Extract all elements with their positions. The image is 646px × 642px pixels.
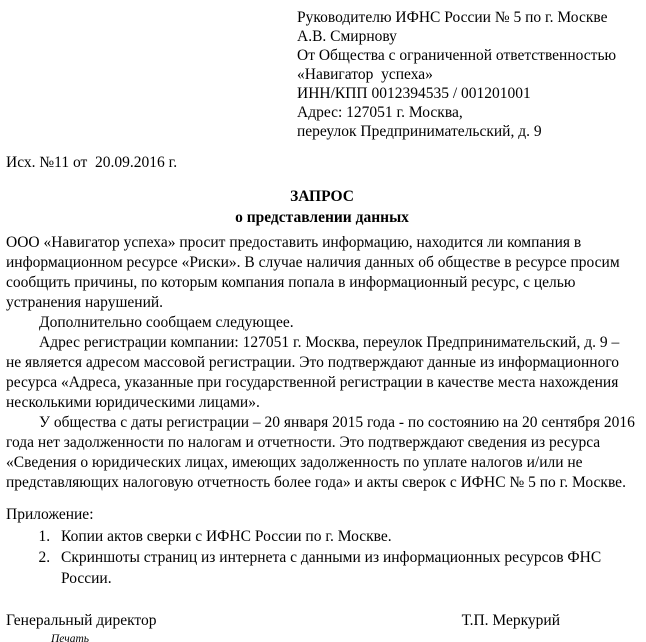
recipient-line: Руководителю ИФНС России № 5 по г. Москве <box>297 9 608 26</box>
title-block <box>6 186 638 228</box>
body-paragraph: Адрес регистрации компании: 127051 г. Москва, переулок Предпринимательский, д. 9 – не является адресом массовой регистрации. Это подтверждают данные из информационного ресурса «Адреса, указанные при государственной регистрации в качестве места нахождения несколькими юридическими лицами». <box>6 334 620 411</box>
signature-position: Генеральный директор <box>6 612 157 629</box>
outgoing-reference: Исх. №11 от 20.09.2016 г. <box>6 154 178 171</box>
recipient-line: От Общества с ограниченной ответственностью <box>297 47 617 64</box>
stamp-note: Печать <box>51 633 90 642</box>
letter-subtitle: о представлении данных <box>235 209 409 226</box>
signature-row <box>6 611 638 631</box>
recipient-block <box>297 8 638 141</box>
signature-name: Т.П. Меркурий <box>461 612 560 629</box>
attachment-item: 1. Копии актов сверки с ИФНС России по г. Москве. <box>54 526 638 547</box>
attachments-list <box>36 526 638 589</box>
attachment-item: 2. Скриншоты страниц из интернета с данными из информационных ресурсов ФНС России. <box>54 547 638 589</box>
body-paragraph: У общества с даты регистрации – 20 января 2015 года - по состоянию на 20 сентября 2016 года нет задолженности по налогам и отчетности. Это подтверждают сведения из ресурса «Сведения о юридических лицах, имеющих задолженность по уплате налогов и/или не представляющих налоговую отчетность более года» и акты сверок с ИФНС № 5 по г. Москве. <box>6 414 635 491</box>
letter-body <box>6 233 638 493</box>
attachments-label: Приложение: <box>6 506 94 523</box>
body-paragraph: ООО «Навигатор успеха» просит предоставить информацию, находится ли компания в информационном ресурсе «Риски». В случае наличия данных об обществе в ресурсе просим сообщить причины, по которым компания попала в информационный ресурс, с целью устранения нарушений. <box>6 234 620 311</box>
recipient-line: «Навигатор успеха» <box>297 66 433 83</box>
body-paragraph: Дополнительно сообщаем следующее. <box>39 314 294 331</box>
letter-title: ЗАПРОС <box>290 188 354 205</box>
attachments-section <box>6 505 638 589</box>
recipient-line: ИНН/КПП 0012394535 / 001201001 <box>297 85 531 102</box>
recipient-line: Адрес: 127051 г. Москва, <box>297 104 463 121</box>
recipient-line: А.В. Смирнову <box>297 28 397 45</box>
recipient-line: переулок Предпринимательский, д. 9 <box>297 123 542 140</box>
